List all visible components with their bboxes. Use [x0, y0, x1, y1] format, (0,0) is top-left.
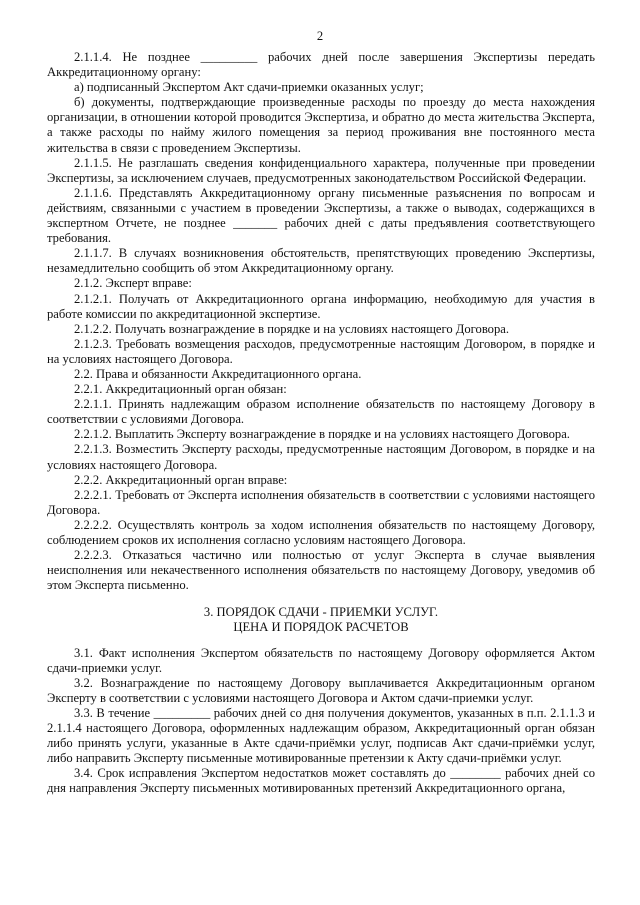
- clause-item-b: б) документы, подтверждающие произведенные расходы по проезду до места нахождения организации, в отношении которой проводится Экспертиза, и обратно до места жительства Эксперта, а также расходы по найму жилого помещения за период проживания вне постоянного места жительства в связи с проведением Экспертизы.: [47, 95, 595, 155]
- clause-2-2-2: 2.2.2. Аккредитационный орган вправе:: [74, 472, 288, 487]
- clause-2-2-2-3: 2.2.2.3. Отказаться частично или полностью от услуг Эксперта в случае выявления неисполнения или некачественного исполнения обязательств по настоящему Договору, уведомив об этом Эксперта письменно.: [47, 548, 595, 593]
- clause-2-1-2: 2.1.2. Эксперт вправе:: [74, 276, 192, 291]
- section-spacer: [47, 593, 595, 605]
- clause-2-2-1-3: 2.2.1.3. Возместить Эксперту расходы, предусмотренные настоящим Договором, в порядке и на условиях настоящего Договора.: [47, 442, 595, 472]
- document-body: [47, 50, 595, 797]
- clause-2-1-1-5: 2.1.1.5. Не разглашать сведения конфиденциального характера, полученные при проведении Экспертизы, за исключением случаев, предусмотренных законодательством Российской Федерации.: [47, 155, 595, 185]
- clause-2-1-1-6: 2.1.1.6. Представлять Аккредитационному органу письменные разъяснения по вопросам и действиям, связанными с участием в проведении Экспертизы, а также о выводах, содержащихся в экспертном Отчете, не позднее _______ рабочих дней с даты предъявления соответствующего требования.: [47, 185, 595, 246]
- clause-2-1-2-2: 2.1.2.2. Получать вознаграждение в порядке и на условиях настоящего Договора.: [74, 321, 510, 336]
- clause-item-a: а) подписанный Экспертом Акт сдачи-приемки оказанных услуг;: [74, 80, 424, 95]
- section-heading-line-1: 3. ПОРЯДОК СДАЧИ - ПРИЕМКИ УСЛУГ.: [203, 605, 439, 620]
- clause-2-1-2-1: 2.1.2.1. Получать от Аккредитационного органа информацию, необходимую для участия в работе комиссии по аккредитационной экспертизе.: [47, 291, 595, 321]
- clause-2-2: 2.2. Права и обязанности Аккредитационного органа.: [74, 366, 362, 381]
- clause-3-1: 3.1. Факт исполнения Экспертом обязательств по настоящему Договору оформляется Актом сдачи-приемки услуг.: [47, 645, 595, 675]
- clause-2-1-2-3: 2.1.2.3. Требовать возмещения расходов, предусмотренные настоящим Договором, в порядке и на условиях настоящего Договора.: [47, 336, 595, 366]
- clause-2-2-2-1: 2.2.2.1. Требовать от Эксперта исполнения обязательств в соответствии с условиями настоящего Договора.: [47, 487, 595, 517]
- clause-3-2: 3.2. Вознаграждение по настоящему Договору выплачивается Аккредитационным органом Эксперту в соответствии с условиями настоящего Договора и Актом сдачи-приемки услуг.: [47, 675, 595, 705]
- clause-2-1-1-7: 2.1.1.7. В случаях возникновения обстоятельств, препятствующих проведению Экспертизы, незамедлительно сообщить об этом Аккредитационному органу.: [47, 246, 595, 276]
- clause-2-2-1-2: 2.2.1.2. Выплатить Эксперту вознаграждение в порядке и на условиях настоящего Договора.: [74, 427, 570, 442]
- clause-2-1-1-4: 2.1.1.4. Не позднее _________ рабочих дней после завершения Экспертизы передать Аккредитационному органу:: [47, 50, 595, 80]
- clause-2-2-1-1: 2.2.1.1. Принять надлежащим образом исполнение обязательств по настоящему Договору в соответствии с условиями Договора.: [47, 397, 595, 427]
- clause-2-2-1: 2.2.1. Аккредитационный орган обязан:: [74, 382, 287, 397]
- section-spacer: [47, 636, 595, 646]
- clause-2-2-2-2: 2.2.2.2. Осуществлять контроль за ходом исполнения обязательств по настоящему Договору, соблюдением сроков их исполнения согласно условиям настоящего Договора.: [47, 517, 595, 547]
- clause-3-3: 3.3. В течение _________ рабочих дней со дня получения документов, указанных в п.п. 2.1.1.3 и 2.1.1.4 настоящего Договора, оформленных надлежащим образом, Аккредитационный орган обязан либо принять услуги, указанные в Акте сдачи-приёмки услуг, подписав Акт сдачи-приёмки услуг, либо направить Эксперту письменные мотивированные претензии к Акту сдачи-приёмки услуг.: [47, 705, 595, 766]
- section-heading-line-2: ЦЕНА И ПОРЯДОК РАСЧЕТОВ: [233, 620, 409, 635]
- clause-3-4: 3.4. Срок исправления Экспертом недостатков может составлять до ________ рабочих дней со дня направления Эксперту письменных мотивированных претензий Аккредитационного органа,: [47, 766, 595, 796]
- page-number: 2: [316, 29, 324, 43]
